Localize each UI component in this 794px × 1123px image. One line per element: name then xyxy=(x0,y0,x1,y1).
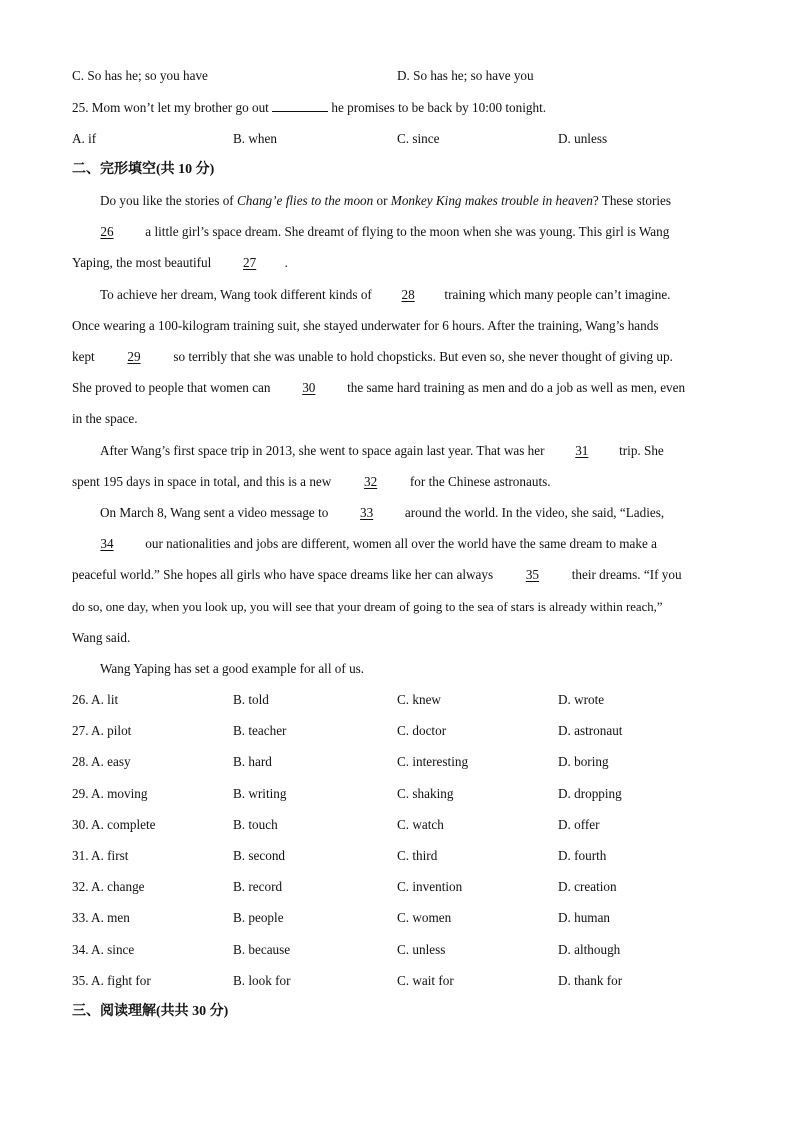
choice-option-a: 30. A. complete xyxy=(72,817,156,832)
passage-line xyxy=(72,536,722,552)
passage-text: On March 8, Wang sent a video message to xyxy=(100,505,332,520)
choice-option-b: B. writing xyxy=(233,786,287,801)
choice-option-d: D. dropping xyxy=(558,786,622,801)
choice-option-a: 29. A. moving xyxy=(72,786,148,801)
passage-text: Yaping, the most beautiful xyxy=(72,255,215,270)
passage-line xyxy=(72,474,722,490)
question-25-stem-end: he promises to be back by 10:00 tonight. xyxy=(331,100,547,115)
choice-option-a: 26. A. lit xyxy=(72,692,119,707)
passage-line xyxy=(72,630,722,646)
blank-31: 31 xyxy=(575,443,589,458)
option-c: C. So has he; so you have xyxy=(72,68,208,83)
choice-option-a: 32. A. change xyxy=(72,879,145,894)
choice-option-d: D. fourth xyxy=(558,848,607,863)
q25-option-c: C. since xyxy=(397,131,440,146)
story-title: Chang’e flies to the moon xyxy=(236,193,374,208)
passage-text: so terribly that she was unable to hold chopsticks. But even so, she never thought of giving up. xyxy=(170,349,673,364)
passage-line xyxy=(72,349,722,365)
passage-text: She proved to people that women can xyxy=(72,380,274,395)
passage-text: peaceful world.” She hopes all girls who have space dreams like her can always xyxy=(72,567,497,582)
blank-26: 26 xyxy=(100,224,114,239)
choice-option-b: B. second xyxy=(233,848,286,863)
choice-option-c: C. wait for xyxy=(397,973,454,988)
choice-option-b: B. look for xyxy=(233,973,291,988)
passage-line xyxy=(72,224,722,240)
story-title: Monkey King makes trouble in heaven xyxy=(390,193,593,208)
option-d: D. So has he; so have you xyxy=(397,68,534,83)
passage-text: the same hard training as men and do a job as well as men, even xyxy=(343,380,686,395)
blank-30: 30 xyxy=(302,380,316,395)
choice-option-b: B. told xyxy=(233,692,269,707)
choice-option-d: D. wrote xyxy=(558,692,605,707)
passage-line xyxy=(100,661,750,677)
blank-27: 27 xyxy=(243,255,257,270)
passage-text: Wang Yaping has set a good example for all of us. xyxy=(100,661,365,676)
choice-option-d: D. thank for xyxy=(558,973,623,988)
passage-text: Wang said. xyxy=(72,630,131,645)
choice-option-c: C. third xyxy=(397,848,438,863)
passage-line xyxy=(72,411,722,427)
blank-28: 28 xyxy=(401,287,415,302)
choice-option-a: 27. A. pilot xyxy=(72,723,132,738)
blank-29: 29 xyxy=(127,349,141,364)
passage-text: . xyxy=(284,255,288,270)
choice-option-b: B. touch xyxy=(233,817,278,832)
passage-text: After Wang’s first space trip in 2013, she went to space again last year. That was her xyxy=(100,443,548,458)
passage-line xyxy=(100,287,750,303)
answer-blank xyxy=(272,99,328,112)
question-25 xyxy=(72,99,722,116)
section-heading-cloze: 二、完形填空(共 10 分) xyxy=(72,162,215,177)
passage-line xyxy=(72,599,722,615)
choice-option-b: B. record xyxy=(233,879,283,894)
passage-text: ? These stories xyxy=(592,193,672,208)
passage-line xyxy=(72,255,722,271)
passage-line xyxy=(72,567,722,583)
passage-text: our nationalities and jobs are different, women all over the world have the same dream to make a xyxy=(142,536,657,551)
choice-option-b: B. because xyxy=(233,942,291,957)
choice-option-d: D. creation xyxy=(558,879,617,894)
passage-text: for the Chinese astronauts. xyxy=(406,474,551,489)
question-25-stem-start: 25. Mom won’t let my brother go out xyxy=(72,100,269,115)
blank-34: 34 xyxy=(100,536,114,551)
section-heading-reading: 三、阅读理解(共共 30 分) xyxy=(72,1004,229,1019)
choice-option-b: B. people xyxy=(233,910,284,925)
q25-option-a: A. if xyxy=(72,131,97,146)
choice-option-d: D. astronaut xyxy=(558,723,623,738)
passage-text: a little girl’s space dream. She dreamt of flying to the moon when she was young. This girl is Wang xyxy=(142,224,670,239)
passage-text: trip. She xyxy=(615,443,664,458)
passage-text: around the world. In the video, she said, “Ladies, xyxy=(401,505,665,520)
passage-text: To achieve her dream, Wang took different kinds of xyxy=(100,287,376,302)
choice-option-c: C. knew xyxy=(397,692,441,707)
choice-option-c: C. interesting xyxy=(397,754,469,769)
blank-33: 33 xyxy=(360,505,374,520)
choice-option-d: D. offer xyxy=(558,817,600,832)
passage-text: or xyxy=(373,193,391,208)
choice-option-d: D. human xyxy=(558,910,611,925)
q25-option-d: D. unless xyxy=(558,131,608,146)
passage-line xyxy=(72,318,722,334)
passage-text: do so, one day, when you look up, you will see that your dream of going to the sea of stars is already within reach,” xyxy=(72,600,663,614)
passage-text: Do you like the stories of xyxy=(100,193,237,208)
choice-option-c: C. women xyxy=(397,910,452,925)
choice-option-d: D. although xyxy=(558,942,621,957)
choice-option-a: 34. A. since xyxy=(72,942,135,957)
blank-35: 35 xyxy=(525,567,540,582)
choice-option-d: D. boring xyxy=(558,754,609,769)
choice-option-b: B. hard xyxy=(233,754,272,769)
passage-text: training which many people can’t imagine. xyxy=(441,287,671,302)
choice-option-a: 28. A. easy xyxy=(72,754,131,769)
choice-option-b: B. teacher xyxy=(233,723,287,738)
choice-option-a: 31. A. first xyxy=(72,848,129,863)
q25-option-b: B. when xyxy=(233,131,277,146)
passage-text: spent 195 days in space in total, and this is a new xyxy=(72,474,335,489)
passage-line xyxy=(72,380,722,396)
blank-32: 32 xyxy=(364,474,378,489)
passage-line xyxy=(100,505,750,521)
choice-option-c: C. doctor xyxy=(397,723,447,738)
choice-option-c: C. watch xyxy=(397,817,444,832)
choice-option-c: C. invention xyxy=(397,879,463,894)
passage-line xyxy=(100,443,750,459)
choice-option-c: C. unless xyxy=(397,942,446,957)
passage-text: kept xyxy=(72,349,99,364)
passage-line xyxy=(100,193,750,209)
choice-option-c: C. shaking xyxy=(397,786,454,801)
passage-text: their dreams. “If you xyxy=(568,567,682,582)
choice-option-a: 33. A. men xyxy=(72,910,130,925)
choice-option-a: 35. A. fight for xyxy=(72,973,151,988)
passage-text: Once wearing a 100-kilogram training suit, she stayed underwater for 6 hours. After the training, Wang’s hands xyxy=(72,318,659,333)
passage-text: in the space. xyxy=(72,411,138,426)
